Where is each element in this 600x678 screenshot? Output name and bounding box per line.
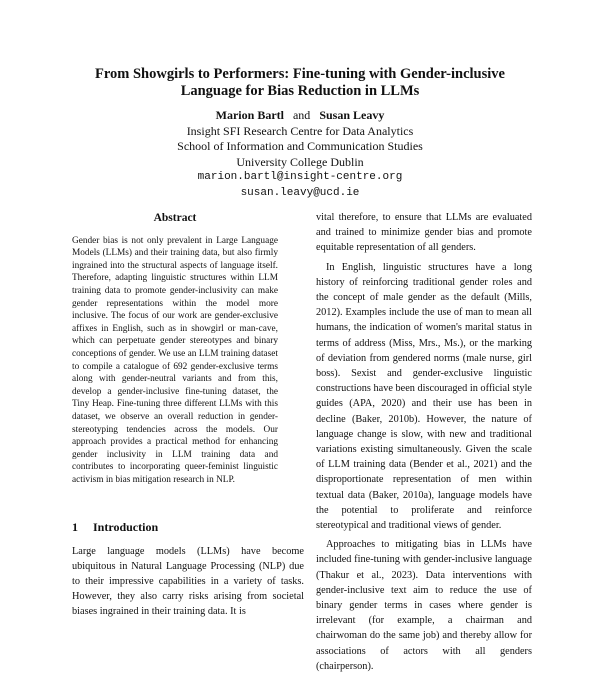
paper-title (40, 66, 560, 100)
affiliation-3: University College Dublin (236, 154, 364, 169)
right-paragraph-2: In English, linguistic structures have a long history of reinforcing traditional gender roles and the concept of male gender as the default (Mills, 2012). Examples include the use of man to mean all humans, the indication of women's marital status in terms of address (Miss, Mrs., Ms.), or the marking of deviation from gendered norms (male nurse, girl boss). Sexist and gender-exclusive linguistic constructions have been discouraged in official style guides (APA, 2020) and their use has been in decline (Baker, 2010b). However, the nature of language change is slow, with new and traditional variations existing simultaneously. Given the scale of LLM training data (Bender et al., 2021) and the disproportionate representation of men within textual data (Baker, 2010a), language models have the potential to proliferate and reinforce stereotypical and traditional views of gender. (316, 261, 532, 532)
abstract-text: Gender bias is not only prevalent in Large Language Models (LLMs) and their training data, but also firmly ingrained into the structural aspects of language itself. Therefore, adapting linguistic structures within LLM training data to promote gender-inclusivity can make gender representations within the model more inclusive. The focus of our work are gender-exclusive affixes in English, such as in showgirl or man-cave, which can perpetuate gender stereotypes and binary conceptions of gender. We use an LLM training dataset to compile a catalogue of 692 gender-exclusive terms along with gender-neutral variants and from this, develop a gender-inclusive fine-tuning dataset, the Tiny Heap. Fine-tuning three different LLMs with this dataset, we observe an overall reduction in gender-stereotyping tendencies across the models. Our approach provides a practical method for enhancing gender inclusivity in LLM training data and contributes to incorporating queer-feminist linguistic activism in bias mitigation research in NLP. (72, 235, 278, 485)
right-column (316, 210, 532, 678)
author-block (40, 108, 560, 201)
author-separator: and (292, 108, 311, 122)
section-title: Introduction (93, 520, 159, 534)
affiliation-1: Insight SFI Research Centre for Data Analytics (186, 123, 414, 138)
right-paragraph-1: vital therefore, to ensure that LLMs are evaluated and trained to minimize gender bias and promote equitable representation of all genders. (316, 212, 532, 254)
abstract-heading: Abstract (153, 212, 197, 224)
introduction-text: Large language models (LLMs) have become ubiquitous in Natural Language Processing (NLP) due to their impressive capabilities in a variety of tasks. However, they also carry risks arising from societal biases ingrained in their training data. It is (72, 546, 304, 617)
abstract-section (72, 212, 278, 486)
author-2: Susan Leavy (319, 108, 385, 122)
right-paragraph-3: Approaches to mitigating bias in LLMs have included fine-tuning with gender-inclusive language (Thakur et al., 2023). Data interventions with gender-inclusive text aim to reduce the use of binary gender terms in cases where gender is irrelevant (for example, a chairman and chairwoman do the same job) and thereby allow for associations of actors with all genders (chairperson). (316, 539, 532, 672)
author-1: Marion Bartl (215, 108, 284, 122)
author-names (40, 108, 560, 124)
email-1[interactable]: marion.bartl@insight-centre.org (197, 171, 403, 183)
affiliation-2: School of Information and Communication Studies (177, 139, 423, 153)
title-line-2: Language for Bias Reduction in LLMs (180, 83, 420, 99)
title-line-1: From Showgirls to Performers: Fine-tuning with Gender-inclusive (95, 66, 505, 82)
email-2[interactable]: susan.leavy@ucd.ie (240, 186, 360, 199)
introduction-heading (72, 520, 302, 535)
section-number: 1 (72, 520, 78, 534)
